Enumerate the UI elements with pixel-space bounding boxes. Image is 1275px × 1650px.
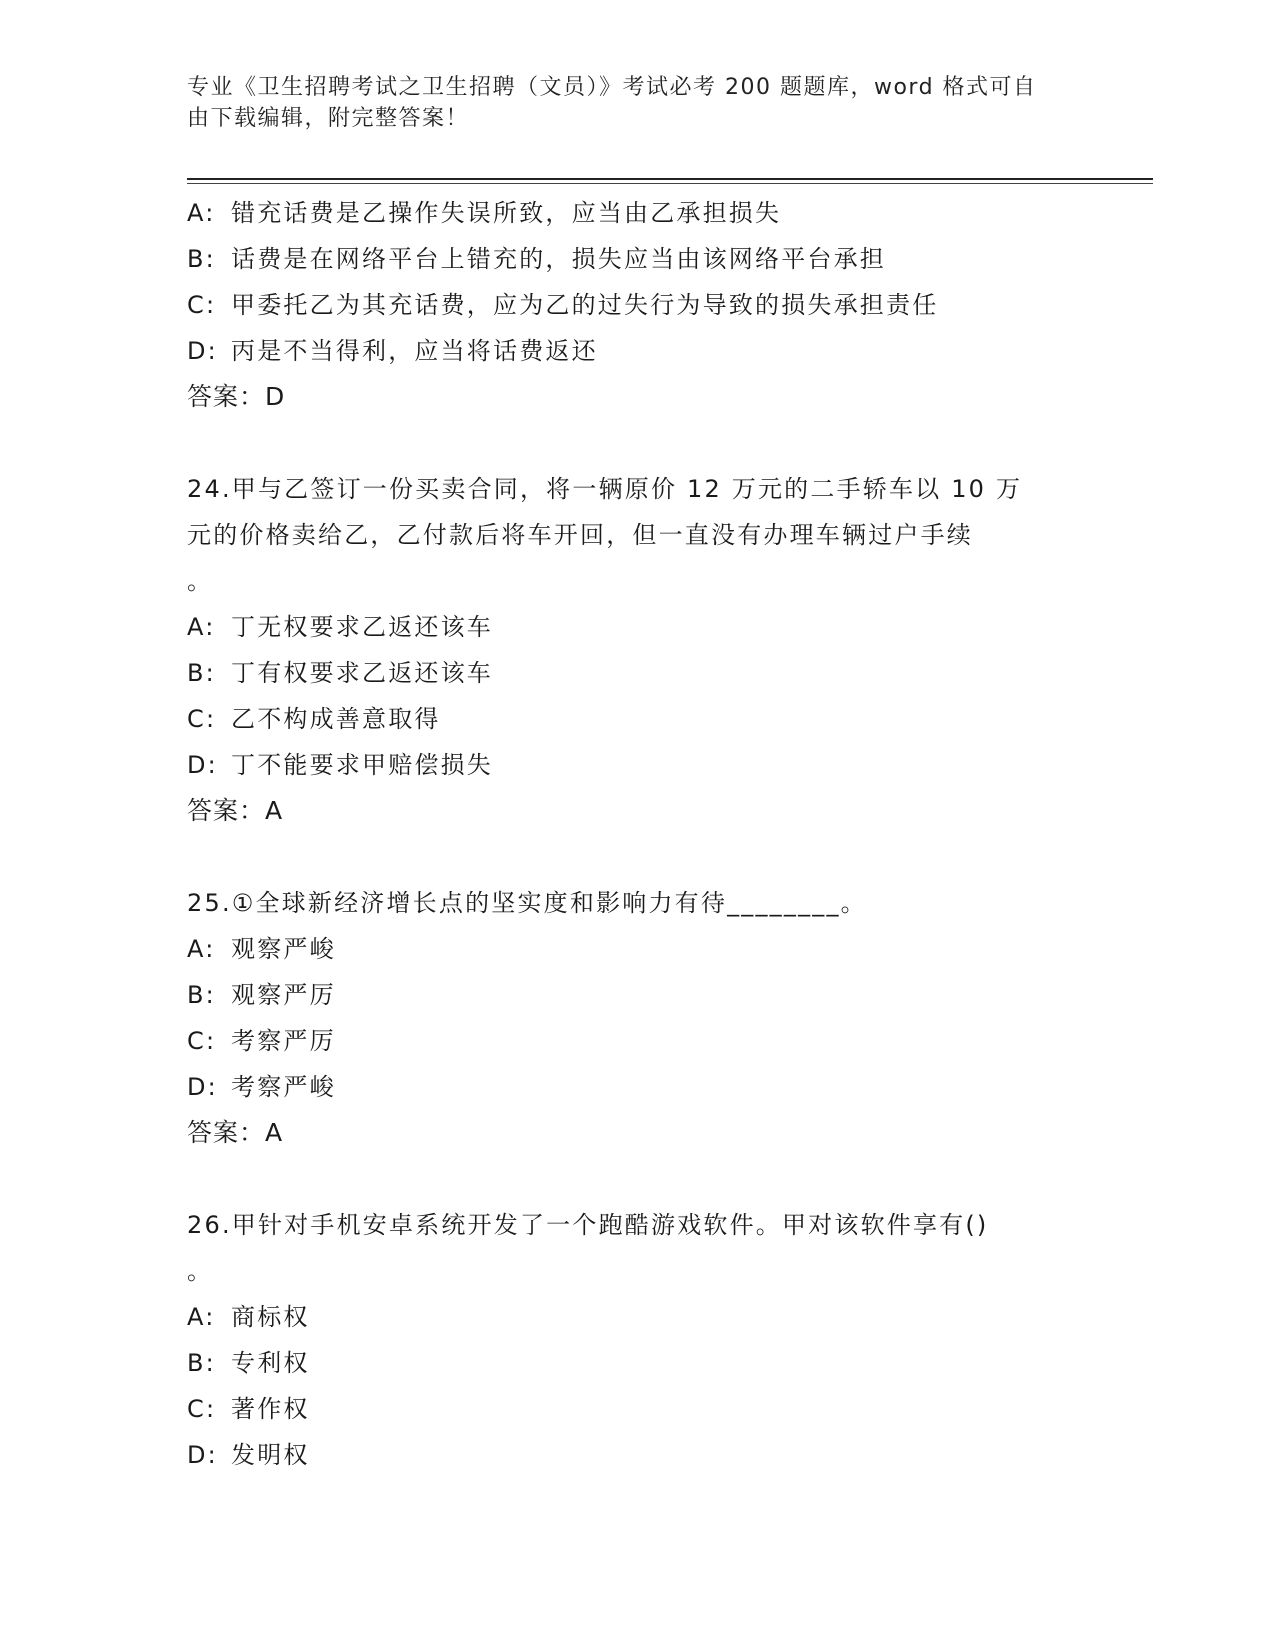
option-c <box>187 282 1087 328</box>
option-text: 乙不构成善意取得 <box>231 705 441 733</box>
option-key: A: <box>187 1303 216 1331</box>
option-a <box>187 190 1087 236</box>
option-key: D: <box>187 337 218 365</box>
option-c <box>187 1018 1087 1064</box>
option-key: B: <box>187 1349 216 1377</box>
question-25 <box>187 880 1087 1156</box>
option-text: 丁有权要求乙返还该车 <box>231 659 493 687</box>
option-key: A: <box>187 935 216 963</box>
header-divider-thick <box>187 178 1153 180</box>
option-a <box>187 926 1087 972</box>
option-text: 错充话费是乙操作失误所致，应当由乙承担损失 <box>231 199 782 227</box>
question-content <box>187 190 1087 1478</box>
option-text: 观察严厉 <box>231 981 336 1009</box>
option-b <box>187 236 1087 282</box>
option-key: D: <box>187 751 218 779</box>
spacer <box>187 420 1087 466</box>
option-text: 丁无权要求乙返还该车 <box>231 613 493 641</box>
option-d <box>187 328 1087 374</box>
question-25-answer: 答案：A <box>187 1118 284 1147</box>
question-25-stem-line-1: 25.①全球新经济增长点的坚实度和影响力有待________。 <box>187 889 867 917</box>
header-line-1: 专业《卫生招聘考试之卫生招聘（文员）》考试必考 200 题题库，word 格式可自 <box>187 75 1037 100</box>
option-text: 发明权 <box>231 1441 310 1469</box>
question-24-stem-line-1: 24.甲与乙签订一份买卖合同，将一辆原价 12 万元的二手轿车以 10 万 <box>187 475 1023 503</box>
option-a <box>187 604 1087 650</box>
question-23-answer: 答案：D <box>187 382 286 411</box>
spacer <box>187 834 1087 880</box>
option-text: 专利权 <box>231 1349 310 1377</box>
option-c <box>187 1386 1087 1432</box>
question-24-stem-line-3: 。 <box>187 567 214 595</box>
document-header <box>187 72 1067 134</box>
option-key: D: <box>187 1073 218 1101</box>
option-key: A: <box>187 199 216 227</box>
option-b <box>187 972 1087 1018</box>
question-24-stem-line-2: 元的价格卖给乙，乙付款后将车开回，但一直没有办理车辆过户手续 <box>187 521 973 549</box>
option-d <box>187 1064 1087 1110</box>
option-key: D: <box>187 1441 218 1469</box>
option-text: 商标权 <box>231 1303 310 1331</box>
option-text: 丁不能要求甲赔偿损失 <box>231 751 493 779</box>
option-text: 考察严厉 <box>231 1027 336 1055</box>
question-23-options <box>187 190 1087 420</box>
question-24 <box>187 466 1087 834</box>
question-24-answer: 答案：A <box>187 796 284 825</box>
question-26 <box>187 1202 1087 1478</box>
option-d <box>187 742 1087 788</box>
option-d <box>187 1432 1087 1478</box>
question-26-stem-line-1: 26.甲针对手机安卓系统开发了一个跑酷游戏软件。甲对该软件享有() <box>187 1211 989 1239</box>
option-key: B: <box>187 659 216 687</box>
option-c <box>187 696 1087 742</box>
option-text: 著作权 <box>231 1395 310 1423</box>
option-text: 考察严峻 <box>231 1073 336 1101</box>
option-key: C: <box>187 1395 217 1423</box>
option-key: B: <box>187 245 216 273</box>
option-key: B: <box>187 981 216 1009</box>
option-key: C: <box>187 705 217 733</box>
option-text: 观察严峻 <box>231 935 336 963</box>
option-key: C: <box>187 1027 217 1055</box>
header-divider-thin <box>187 183 1153 184</box>
spacer <box>187 1156 1087 1202</box>
option-a <box>187 1294 1087 1340</box>
option-key: C: <box>187 291 217 319</box>
option-text: 甲委托乙为其充话费，应为乙的过失行为导致的损失承担责任 <box>231 291 939 319</box>
option-b <box>187 650 1087 696</box>
option-text: 话费是在网络平台上错充的，损失应当由该网络平台承担 <box>231 245 886 273</box>
option-text: 丙是不当得利，应当将话费返还 <box>231 337 598 365</box>
option-key: A: <box>187 613 216 641</box>
header-line-2: 由下载编辑，附完整答案！ <box>187 106 470 131</box>
question-26-stem-line-2: 。 <box>187 1257 214 1285</box>
option-b <box>187 1340 1087 1386</box>
